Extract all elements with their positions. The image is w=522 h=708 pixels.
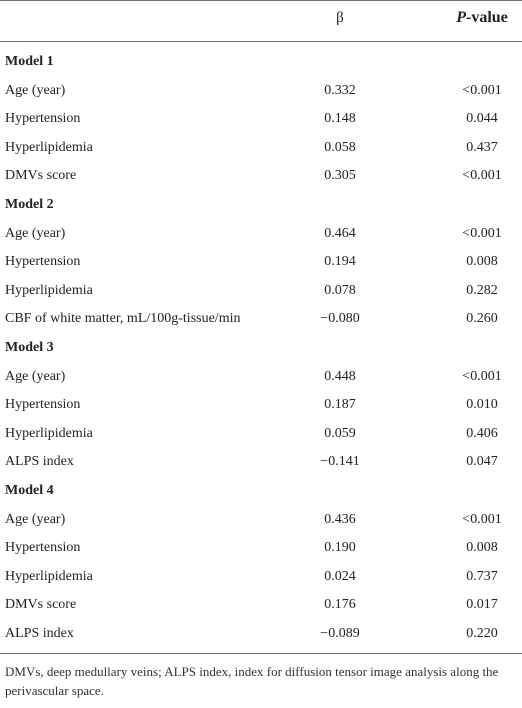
table-footnote: DMVs, deep medullary veins; ALPS index, index for diffusion tensor image analysis along the perivascular space. <box>5 664 499 698</box>
variable-label: Hypertension <box>5 540 81 556</box>
header-p-value <box>445 6 519 30</box>
variable-label: Hyperlipidemia <box>5 282 93 298</box>
beta-value: −0.089 <box>320 626 360 641</box>
variable-label: Age (year) <box>5 368 66 384</box>
p-value: <0.001 <box>462 368 502 384</box>
p-value: 0.008 <box>466 540 498 556</box>
table-row <box>0 162 522 191</box>
model-group-row <box>0 48 522 77</box>
p-value: 0.282 <box>466 282 498 298</box>
variable-label: Hyperlipidemia <box>5 425 93 441</box>
beta-value: 0.190 <box>324 540 356 556</box>
variable-label: Age (year) <box>5 511 66 527</box>
p-value: 0.737 <box>466 568 498 584</box>
table-header-rule <box>0 41 522 42</box>
p-value: 0.047 <box>466 454 498 470</box>
table-row <box>0 534 522 563</box>
variable-label: Hypertension <box>5 111 81 127</box>
variable-label: Hypertension <box>5 397 81 413</box>
table-row <box>0 134 522 163</box>
beta-value: 0.305 <box>324 168 356 184</box>
p-value: 0.437 <box>466 139 498 155</box>
model-group-row <box>0 477 522 506</box>
table-row <box>0 105 522 134</box>
table-row <box>0 620 522 649</box>
p-value: <0.001 <box>462 168 502 184</box>
table-bottom-rule <box>0 653 522 654</box>
table-row <box>0 420 522 449</box>
table-row <box>0 506 522 535</box>
table-header <box>0 0 522 41</box>
p-value: 0.220 <box>466 626 498 641</box>
variable-label: Age (year) <box>5 225 66 241</box>
table-row <box>0 277 522 306</box>
header-p-rest: -value <box>466 9 508 26</box>
p-value: 0.008 <box>466 254 498 270</box>
beta-value: 0.332 <box>324 82 356 98</box>
model-group-label: Model 1 <box>5 54 54 69</box>
variable-label: Hypertension <box>5 254 81 270</box>
model-group-label: Model 3 <box>5 340 54 355</box>
table-row <box>0 248 522 277</box>
beta-value: 0.176 <box>324 597 356 613</box>
model-group-label: Model 4 <box>5 483 54 498</box>
p-value: 0.017 <box>466 597 498 613</box>
variable-label: DMVs score <box>5 597 77 613</box>
p-value: <0.001 <box>462 511 502 527</box>
model-group-label: Model 2 <box>5 197 54 212</box>
p-value: 0.010 <box>466 397 498 413</box>
table-row <box>0 305 522 334</box>
p-value: 0.260 <box>466 311 498 327</box>
table-row <box>0 391 522 420</box>
beta-value: 0.148 <box>324 111 356 127</box>
p-value: 0.406 <box>466 425 498 441</box>
variable-label: ALPS index <box>5 626 74 641</box>
beta-value: 0.059 <box>324 425 356 441</box>
p-value: <0.001 <box>462 225 502 241</box>
beta-value: 0.436 <box>324 511 356 527</box>
beta-value: 0.464 <box>324 225 356 241</box>
table-row <box>0 591 522 620</box>
beta-value: −0.080 <box>320 311 360 327</box>
variable-label: ALPS index <box>5 454 74 470</box>
beta-value: 0.078 <box>324 282 356 298</box>
p-value: <0.001 <box>462 82 502 98</box>
variable-label: DMVs score <box>5 168 77 184</box>
p-value: 0.044 <box>466 111 498 127</box>
variable-label: CBF of white matter, mL/100g-tissue/min <box>5 311 241 327</box>
variable-label: Age (year) <box>5 82 66 98</box>
variable-label: Hyperlipidemia <box>5 568 93 584</box>
beta-value: 0.058 <box>324 139 356 155</box>
table-row <box>0 363 522 392</box>
model-group-row <box>0 191 522 220</box>
table-row <box>0 220 522 249</box>
beta-value: 0.448 <box>324 368 356 384</box>
model-group-row <box>0 334 522 363</box>
beta-value: 0.194 <box>324 254 356 270</box>
header-beta: β <box>336 10 344 26</box>
variable-label: Hyperlipidemia <box>5 139 93 155</box>
header-p-italic: P <box>456 9 466 26</box>
beta-value: 0.024 <box>324 568 356 584</box>
table-row <box>0 448 522 477</box>
beta-value: −0.141 <box>320 454 360 470</box>
table-row <box>0 77 522 106</box>
table-row <box>0 563 522 592</box>
beta-value: 0.187 <box>324 397 356 413</box>
